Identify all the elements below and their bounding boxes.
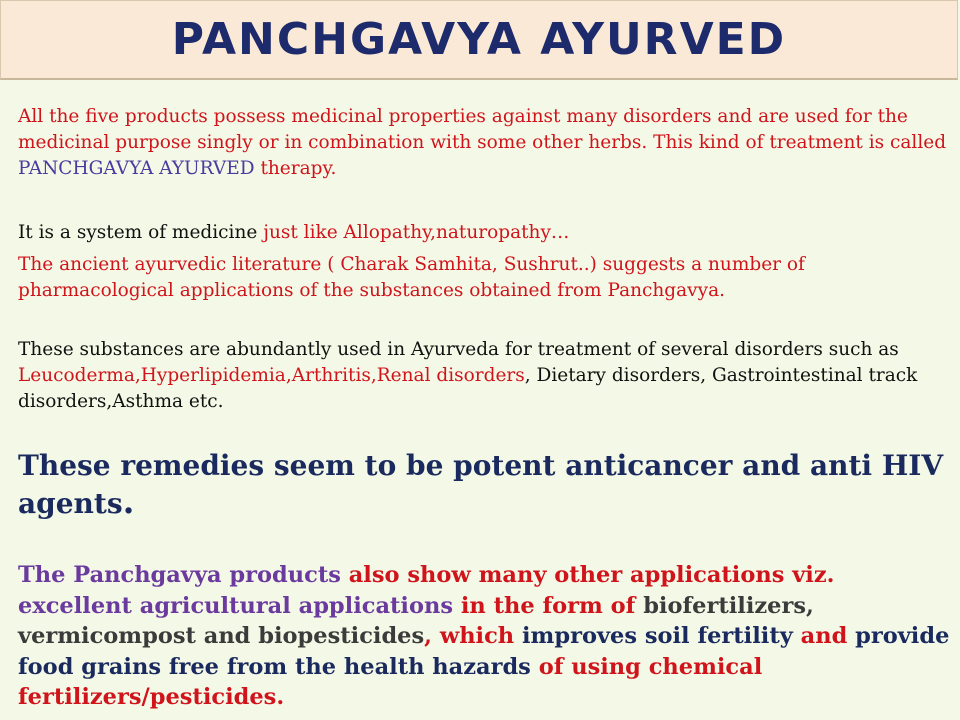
slide-title: PANCHGAVYA AYURVED — [171, 14, 787, 65]
p6-i: provide food grains free from the health hazards — [18, 623, 950, 680]
p5-text: These remedies seem to be potent anticancer and anti HIV agents — [18, 449, 944, 520]
p6-e: biofertilizers, vermicompost and biopesticides — [18, 592, 814, 649]
p1-text: All the five products possess medicinal properties against many disorders and are used for the medicinal purpose singly or in combination with some other herbs. This kind of treatment is called — [18, 106, 947, 153]
p1-highlight: PANCHGAVYA AYURVED — [18, 158, 255, 179]
title-bar — [0, 0, 958, 80]
paragraph-remedies — [18, 448, 953, 522]
paragraph-literature — [18, 252, 953, 304]
p1-end: therapy. — [254, 158, 337, 179]
p5-period: . — [122, 482, 135, 522]
p6-h: and — [800, 623, 848, 649]
paragraph-applications — [18, 560, 953, 713]
p4-text: These substances are abundantly used in Ayurveda for treatment of several disorders such as — [18, 339, 899, 360]
paragraph-system — [18, 220, 953, 246]
p4-end: , Dietary disorders, Gastrointestinal track disorders,Asthma etc. — [18, 365, 918, 412]
p6-c: excellent agricultural applications — [18, 592, 461, 619]
p3-text: The ancient ayurvedic literature ( Charak Samhita, Sushrut..) suggests a number of pharmacological applications of the substances obtained from Panchgavya. — [18, 254, 805, 301]
paragraph-disorders — [18, 337, 953, 415]
p4-highlight: Leucoderma,Hyperlipidemia,Arthritis,Renal disorders — [18, 365, 525, 386]
p6-j: of using chemical fertilizers/pesticides. — [18, 653, 763, 710]
p6-a: The Panchgavya products — [18, 562, 349, 588]
p6-g: improves soil fertility — [522, 623, 801, 649]
paragraph-definition — [18, 104, 953, 182]
p6-b: also show many other applications viz. — [348, 562, 835, 588]
p6-d: in the form of — [460, 592, 644, 619]
p2-highlight: just like Allopathy,naturopathy… — [263, 222, 570, 243]
p2-text: It is a system of medicine — [18, 222, 264, 243]
p6-f: , which — [424, 623, 522, 649]
